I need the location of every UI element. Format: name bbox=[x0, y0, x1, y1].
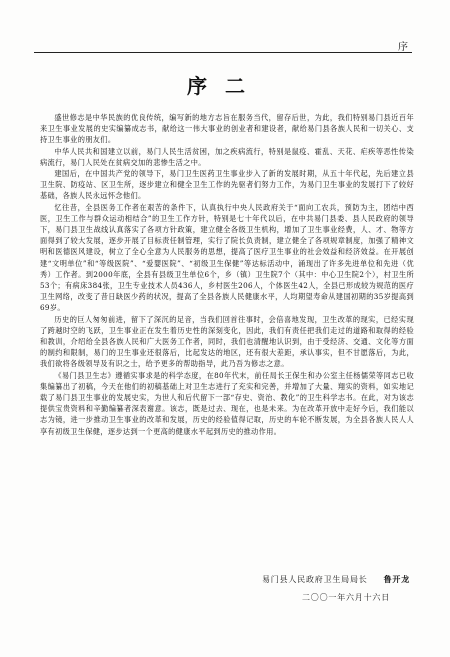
running-header: 序 bbox=[398, 42, 410, 53]
signature-organization: 易门县人民政府卫生局局长 bbox=[261, 575, 368, 584]
paragraph: 忆往昔，全县医务工作者在艰苦的条件下，认真执行中央人民政府关于“面向工农兵，预防为主，团结中西医，卫生工作与群众运动相结合”的卫生工作方针，特别是七十年代以后，在中共易门县委、县人民政府的领导下，易门县卫生战线认真落实了各项方针政策，建立健全各级卫生机构，增加了卫生事业经费，人、才、物等方面得到了较大发展，逐步开展了目标责任制管理，实行了院长负责制，建立健全了各项规章制度，加强了精神文明和医德医风建设，树立了全心全意为人民服务的思想，提高了医疗卫生事业的社会效益和经济效益。在开展创建“文明单位”和“等级医院”、“爱婴医院”、“初级卫生保健”等达标活动中，涌现出了许多先进单位和先进（优秀）工作者。到2000年底，全县有县级卫生单位6个，乡（镇）卫生院7个（其中：中心卫生院2个），村卫生所53个；有病床384张，卫生专业技术人员436人，乡村医生206人，个体医生42人，全县已形成较为规范的医疗卫生网络，改变了昔日缺医少药的状况，提高了全县各族人民健康水平，人均期望寿命从建国初期的35岁提高到69岁。 bbox=[40, 202, 414, 313]
signature-name: 鲁开龙 bbox=[383, 574, 410, 584]
signature-date: 二〇〇一年六月十六日 bbox=[302, 593, 390, 602]
signature-line bbox=[262, 574, 410, 585]
paragraph: 建国后，在中国共产党的领导下，易门卫生医药卫生事业步入了新的发展时期，从五十年代起，先后建立县卫生院、防疫站、区卫生所，逐步建立和健全卫生工作的先驱者们努力工作，为易门卫生事业的发展打下了较好基础，各族人民永远怀念他们。 bbox=[40, 169, 414, 201]
body-text bbox=[40, 112, 414, 437]
paragraph: 历史的巨人匆匆前进，留下了深沉的足音，当我们回首往事时，会倍喜地发现，卫生改革的现实，已经实现了跨越时空的飞跃，卫生事业正在发生着历史性的深刻变化，因此，我们有责任把我们走过的道路和取得的经验和教训，介绍给全县各族人民和广大医务工作者，同时，我们也清醒地认识到，由于受经济、交通、文化等方面的制约和限制，易门的卫生事业还很落后，比起发达的地区，还有很大差距，承认事实，但不甘愿落后，为此，我们欲将各级领导及有识之士，给予更多的帮助指导，此乃吾为修志之意。 bbox=[40, 314, 414, 369]
header-rule bbox=[34, 52, 412, 53]
paragraph: 中华人民共和国建立以前，易门人民生活贫困，加之疾病流行，特别是鼠疫、霍乱、天花、疟疾等恶性传染病流行，易门人民处在贫病交加的悲惨生活之中。 bbox=[40, 146, 414, 167]
page-title: 序二 bbox=[187, 74, 263, 98]
paragraph: 《易门县卫生志》遵循实事求是的科学态度，在80年代末，前任局长王保生和办公室主任杨儒荣等同志已收集编纂出了初稿，今天在他们的初稿基础上对卫生志进行了充实和完善，并增加了大量、翔实的资料，如实地记载了易门县卫生事业的发展史实，为世人和后代留下一部“存史、资治、教化”的卫生科学志书。在此，对为该志提供宝贵资料和辛勤编纂者深表谢意。该志，既是过去、现在，也是未来。为在改革开放中走好今后，我们能以志为镜，进一步推动卫生事业的改革和发展，历史的经验值得记取，历史的车轮不断发展，为全县各族人民人人享有初级卫生保健，逐步达到一个更高的健康水平起到历史的推动作用。 bbox=[40, 370, 414, 436]
paragraph: 盛世修志是中华民族的优良传统，编写新的地方志旨在服务当代，留存后世，为此，我们特别易门县近百年来卫生事业发展的史实编纂成志书，献给这一伟大事业的创业者和建设者，献给易门县各族人民和一切关心、支持卫生事业的朋友们。 bbox=[40, 113, 414, 145]
